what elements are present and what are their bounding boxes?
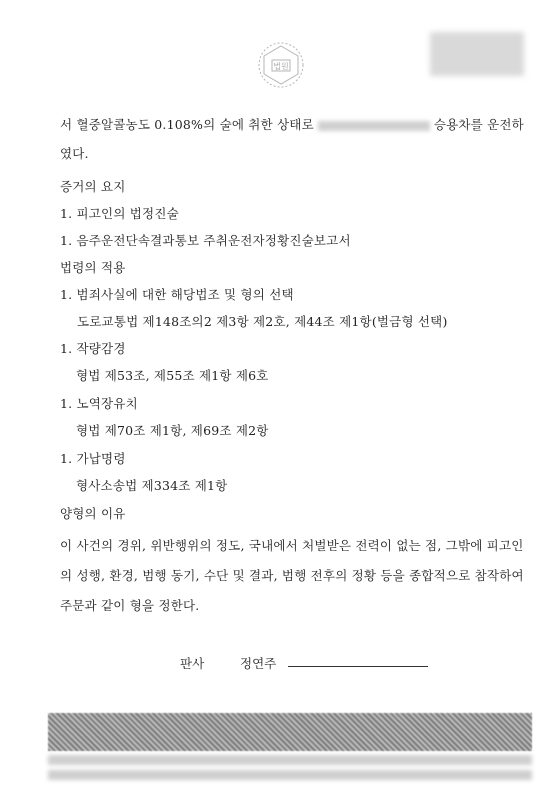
- redacted-plate-number: [318, 121, 430, 131]
- fact-line-1: [60, 117, 524, 133]
- redacted-footer-line-1: [48, 755, 532, 765]
- fact-text-end: 승용차를 운전하: [433, 117, 524, 132]
- law-heading: 법령의 적용: [60, 260, 126, 275]
- redacted-stamp: [430, 32, 524, 76]
- signature-line: [288, 666, 428, 667]
- reason-line-2: 의 성행, 환경, 범행 동기, 수단 및 결과, 범행 전후의 정황 등을 종합적으로 참작하여: [60, 568, 524, 583]
- reason-line-1: 이 사건의 경위, 위반행위의 정도, 국내에서 처벌받은 전력이 없는 점, 그밖에 피고인: [60, 538, 524, 553]
- law-item-2-detail: 형법 제53조, 제55조 제1항 제6호: [76, 368, 269, 383]
- fact-text-start: 서 혈중알콜농도 0.108%의 술에 취한 상태로: [60, 117, 314, 132]
- redacted-footer-line-2: [48, 770, 532, 780]
- evidence-heading: 증거의 요지: [60, 179, 126, 194]
- judge-name: 정연주: [240, 656, 277, 671]
- law-item-4: 1. 가납명령: [60, 451, 126, 466]
- court-seal-icon: [256, 40, 306, 90]
- judge-title: 판사: [180, 656, 205, 671]
- fact-line-2: 였다.: [60, 146, 89, 161]
- reason-line-3: 주문과 같이 형을 정한다.: [60, 598, 200, 613]
- law-item-1: 1. 범죄사실에 대한 해당법조 및 형의 선택: [60, 287, 294, 302]
- evidence-item-1: 1. 피고인의 법정진술: [60, 206, 179, 221]
- law-item-3-detail: 형법 제70조 제1항, 제69조 제2항: [76, 423, 269, 438]
- reason-heading: 양형의 이유: [60, 506, 126, 521]
- seal-text: 법원: [273, 62, 289, 71]
- evidence-item-2: 1. 음주운전단속결과통보 주취운전자정황진술보고서: [60, 233, 351, 248]
- redacted-footer-band: [48, 713, 532, 751]
- law-item-1-detail: 도로교통법 제148조의2 제3항 제2호, 제44조 제1항(벌금형 선택): [77, 314, 448, 329]
- law-item-3: 1. 노역장유치: [60, 396, 138, 411]
- law-item-2: 1. 작량감경: [60, 341, 126, 356]
- law-item-4-detail: 형사소송법 제334조 제1항: [76, 478, 228, 493]
